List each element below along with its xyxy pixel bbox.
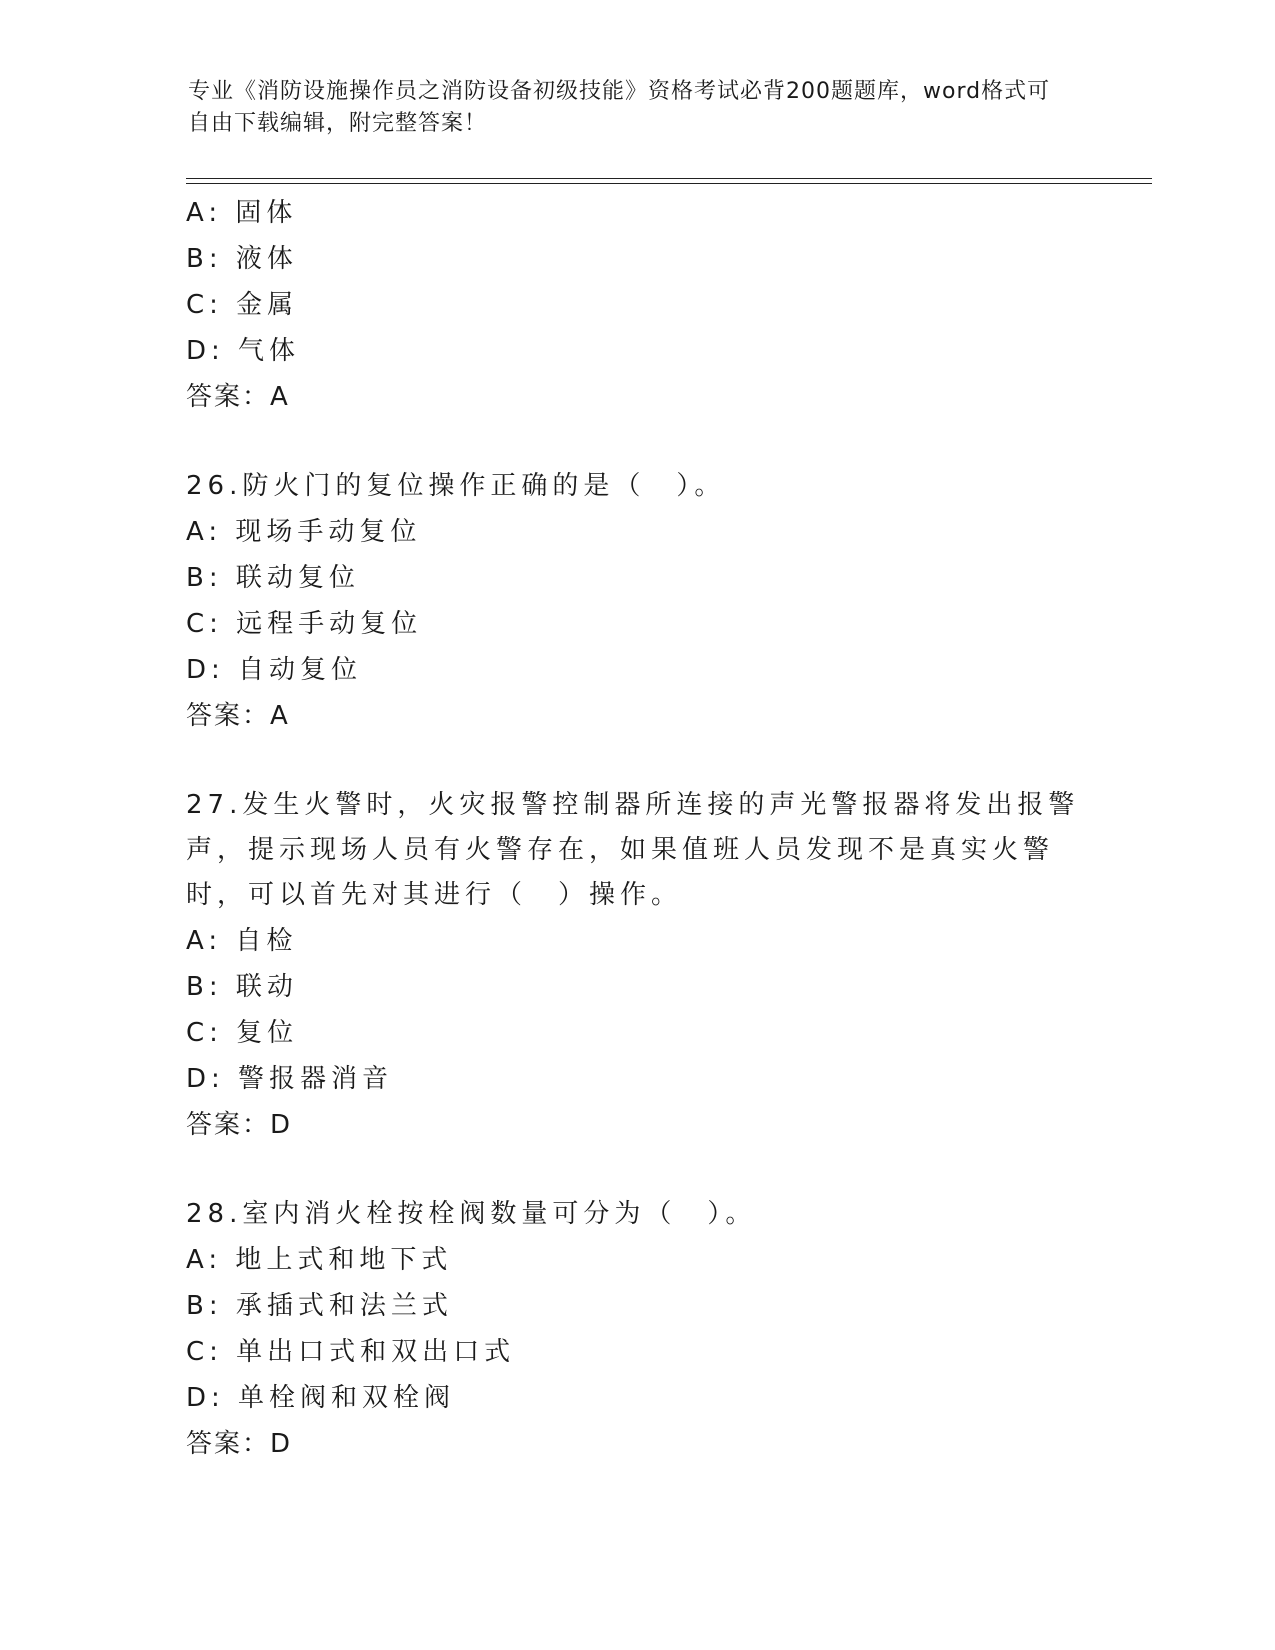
answer-line: 答案：D — [186, 1110, 293, 1140]
option-a: A: 地上式和地下式 — [186, 1245, 453, 1275]
question-block-prev — [186, 190, 1086, 420]
option-c: C: 远程手动复位 — [186, 609, 423, 639]
question-block-27 — [186, 783, 1086, 1148]
answer-line: 答案：A — [186, 382, 290, 412]
option-d: D: 自动复位 — [186, 655, 363, 685]
question-block-28 — [186, 1192, 1086, 1467]
option-c: C: 复位 — [186, 1018, 299, 1048]
question-text: 27.发生火警时，火灾报警控制器所连接的声光警报器将发出报警声，提示现场人员有火警存在，如果值班人员发现不是真实火警时，可以首先对其进行（ ）操作。 — [186, 790, 1080, 910]
answer-line: 答案：D — [186, 1429, 293, 1459]
option-b: B: 液体 — [186, 244, 298, 274]
option-b: B: 联动复位 — [186, 563, 360, 593]
question-list — [186, 190, 1086, 1467]
option-a: A: 现场手动复位 — [186, 517, 422, 547]
option-c: C: 单出口式和双出口式 — [186, 1337, 516, 1367]
header-divider-bottom — [186, 183, 1152, 184]
question-block-26 — [186, 464, 1086, 739]
answer-line: 答案：A — [186, 701, 290, 731]
option-d: D: 气体 — [186, 336, 301, 366]
header-divider-top — [186, 178, 1152, 179]
document-header: 专业《消防设施操作员之消防设备初级技能》资格考试必背200题题库，word格式可自由下载编辑，附完整答案！ — [188, 79, 1051, 136]
question-text: 26.防火门的复位操作正确的是（ ）。 — [186, 471, 726, 501]
option-a: A: 固体 — [186, 198, 298, 228]
option-b: B: 承插式和法兰式 — [186, 1291, 453, 1321]
question-text: 28.室内消火栓按栓阀数量可分为（ ）。 — [186, 1199, 757, 1229]
option-d: D: 警报器消音 — [186, 1064, 394, 1094]
option-b: B: 联动 — [186, 972, 298, 1002]
option-d: D: 单栓阀和双栓阀 — [186, 1383, 456, 1413]
option-c: C: 金属 — [186, 290, 299, 320]
option-a: A: 自检 — [186, 926, 298, 956]
